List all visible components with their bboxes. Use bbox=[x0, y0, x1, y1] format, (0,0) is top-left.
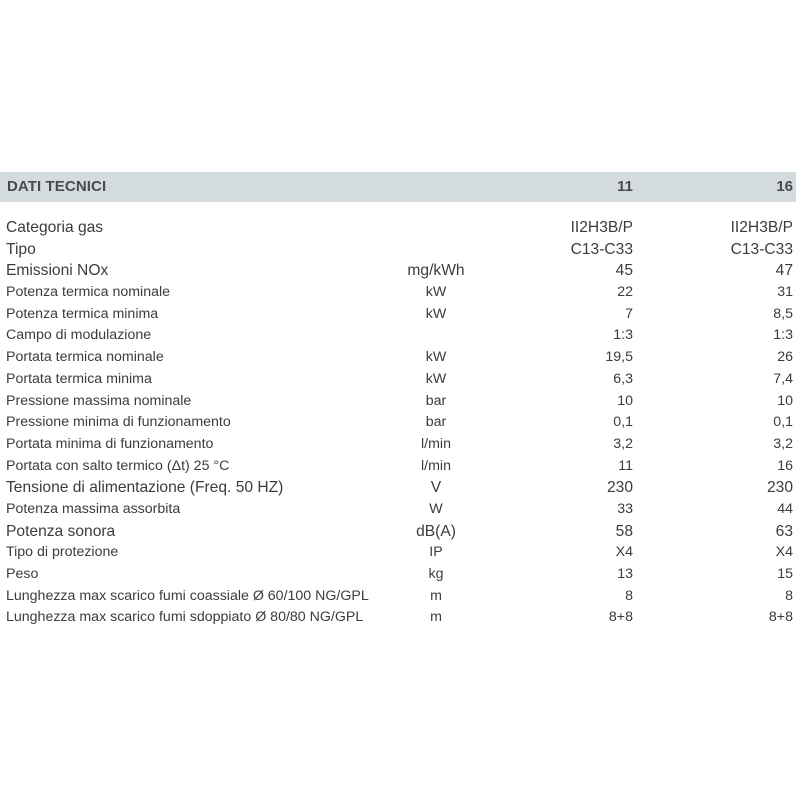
table-row bbox=[0, 499, 800, 521]
row-value-16: 8 bbox=[785, 587, 793, 604]
row-label: Portata termica nominale bbox=[6, 349, 164, 366]
table-row bbox=[0, 412, 800, 434]
table-header-bar bbox=[0, 172, 796, 202]
row-value-16: 47 bbox=[775, 262, 793, 280]
row-unit: kW bbox=[425, 370, 447, 387]
table-row bbox=[0, 260, 800, 282]
table-row bbox=[0, 586, 800, 608]
row-label: Campo di modulazione bbox=[6, 327, 152, 344]
table-row bbox=[0, 477, 800, 499]
row-value-16: 3,2 bbox=[773, 435, 793, 452]
row-label: Peso bbox=[6, 566, 39, 582]
row-value-11: 0,1 bbox=[613, 414, 633, 431]
row-value-11: 7 bbox=[625, 305, 633, 322]
row-label: Potenza massima assorbita bbox=[6, 500, 181, 517]
row-value-16: 8,5 bbox=[773, 305, 793, 322]
row-value-11: 19,5 bbox=[605, 349, 633, 366]
row-label: Tipo bbox=[6, 240, 36, 258]
row-value-11: 33 bbox=[617, 500, 633, 517]
row-value-11: X4 bbox=[615, 544, 633, 561]
row-value-16: 8+8 bbox=[768, 609, 793, 626]
row-value-16: 10 bbox=[777, 392, 793, 409]
row-unit: V bbox=[430, 479, 442, 497]
row-value-16: 15 bbox=[777, 566, 793, 582]
row-unit: kW bbox=[425, 305, 447, 322]
row-value-11: 22 bbox=[617, 284, 633, 301]
row-value-16: C13-C33 bbox=[730, 240, 793, 258]
table-row bbox=[0, 456, 800, 478]
row-label: Tensione di alimentazione (Freq. 50 HZ) bbox=[6, 479, 284, 497]
row-value-11: 1:3 bbox=[613, 327, 633, 344]
row-unit: m bbox=[430, 587, 442, 604]
table-row bbox=[0, 239, 800, 261]
table-row bbox=[0, 607, 800, 629]
row-label: Potenza sonora bbox=[6, 522, 116, 540]
table-row bbox=[0, 521, 800, 543]
row-label: Portata minima di funzionamento bbox=[6, 435, 214, 452]
row-value-16: 1:3 bbox=[773, 327, 793, 344]
row-value-11: 230 bbox=[606, 479, 633, 497]
table-row bbox=[0, 391, 800, 413]
table-row bbox=[0, 347, 800, 369]
spec-table-body bbox=[0, 217, 800, 629]
row-label: Pressione massima nominale bbox=[6, 392, 192, 409]
row-value-11: C13-C33 bbox=[570, 240, 633, 258]
row-label: Categoria gas bbox=[6, 219, 104, 236]
row-unit: kW bbox=[425, 349, 447, 366]
table-row bbox=[0, 282, 800, 304]
row-value-16: 26 bbox=[777, 349, 793, 366]
row-label: Potenza termica nominale bbox=[6, 284, 171, 301]
row-unit: bar bbox=[425, 392, 447, 409]
column-header-11: 11 bbox=[617, 178, 633, 195]
column-header-16: 16 bbox=[776, 178, 793, 195]
row-value-16: X4 bbox=[775, 544, 793, 561]
row-label: Lunghezza max scarico fumi sdoppiato Ø 80/80 NG/GPL bbox=[6, 609, 364, 626]
table-row bbox=[0, 542, 800, 564]
row-value-16: 7,4 bbox=[773, 370, 793, 387]
row-value-11: 45 bbox=[615, 262, 633, 280]
row-unit: l/min bbox=[421, 457, 451, 474]
row-label: Emissioni NOx bbox=[6, 262, 109, 280]
row-unit: kW bbox=[425, 284, 447, 301]
row-value-11: 8+8 bbox=[608, 609, 633, 626]
row-label: Potenza termica minima bbox=[6, 305, 159, 322]
table-row bbox=[0, 217, 800, 239]
table-row bbox=[0, 325, 800, 347]
row-value-11: II2H3B/P bbox=[570, 219, 633, 236]
row-unit: mg/kWh bbox=[407, 262, 465, 280]
row-value-11: 11 bbox=[618, 457, 633, 474]
row-unit: W bbox=[429, 500, 443, 517]
row-unit: bar bbox=[425, 414, 447, 431]
row-unit: kg bbox=[428, 566, 444, 582]
row-value-16: 44 bbox=[777, 500, 793, 517]
row-label: Lunghezza max scarico fumi coassiale Ø 60/100 NG/GPL bbox=[6, 587, 369, 604]
row-value-16: 31 bbox=[777, 284, 793, 301]
row-value-11: 13 bbox=[617, 566, 633, 582]
row-unit: l/min bbox=[421, 435, 451, 452]
row-unit: m bbox=[430, 609, 442, 626]
row-value-11: 8 bbox=[625, 587, 633, 604]
table-row bbox=[0, 564, 800, 586]
row-value-11: 3,2 bbox=[613, 435, 633, 452]
table-row bbox=[0, 434, 800, 456]
row-unit: IP bbox=[429, 544, 443, 561]
row-value-11: 10 bbox=[617, 392, 633, 409]
row-value-16: II2H3B/P bbox=[730, 219, 793, 236]
row-label: Pressione minima di funzionamento bbox=[6, 414, 231, 431]
table-row bbox=[0, 369, 800, 391]
table-title: DATI TECNICI bbox=[7, 178, 107, 195]
row-value-16: 16 bbox=[777, 457, 793, 474]
table-row bbox=[0, 304, 800, 326]
row-label: Portata con salto termico (Δt) 25 °C bbox=[6, 457, 230, 474]
row-label: Tipo di protezione bbox=[6, 544, 119, 561]
row-unit: dB(A) bbox=[416, 522, 456, 540]
row-value-11: 58 bbox=[615, 522, 633, 540]
row-value-11: 6,3 bbox=[613, 370, 633, 387]
row-value-16: 0,1 bbox=[773, 414, 793, 431]
row-label: Portata termica minima bbox=[6, 370, 152, 387]
row-value-16: 63 bbox=[775, 522, 793, 540]
row-value-16: 230 bbox=[766, 479, 793, 497]
